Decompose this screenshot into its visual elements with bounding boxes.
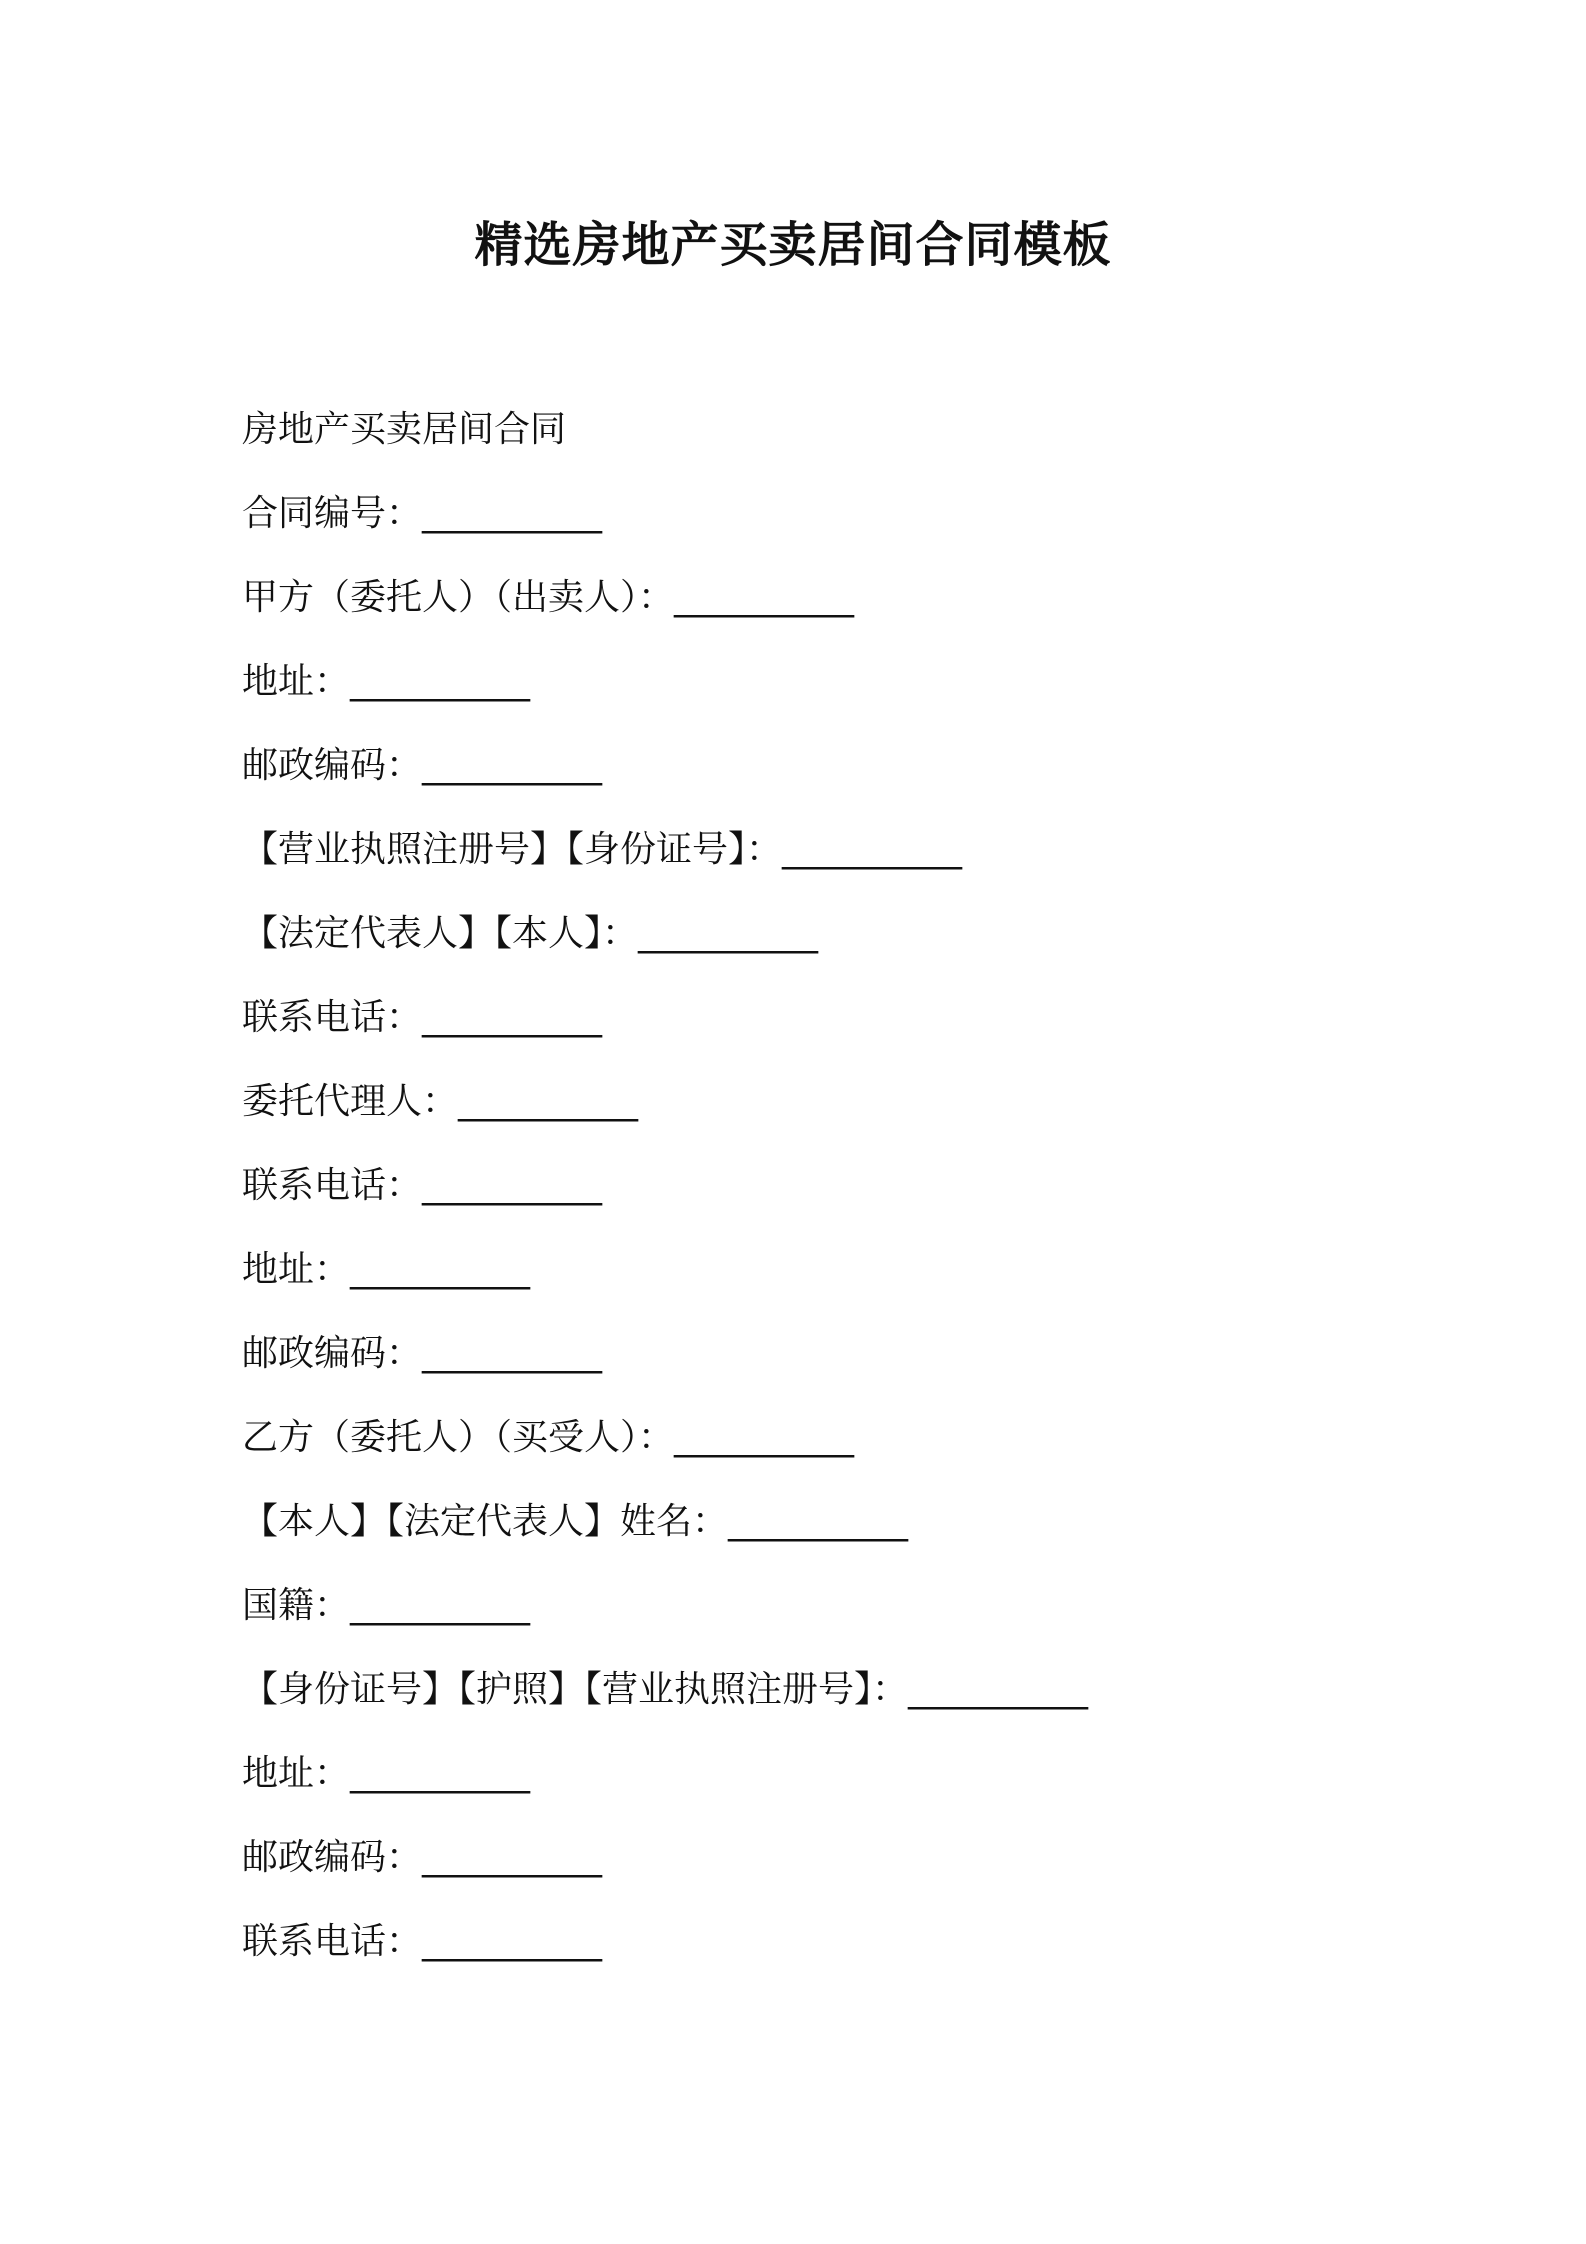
field-party-a-phone (242, 993, 1442, 1077)
line-label: 地址： (242, 1753, 351, 1794)
line-label: 乙方（委托人）（买受人）： (242, 1417, 675, 1458)
field-agent-address (242, 1245, 1442, 1329)
fill-blank: __________ (350, 1753, 531, 1794)
fill-blank: __________ (674, 1417, 855, 1458)
field-party-b-id (242, 1665, 1442, 1749)
fill-blank: __________ (422, 1333, 603, 1374)
fill-blank: __________ (422, 493, 603, 534)
line-label: 国籍： (242, 1585, 351, 1626)
fill-blank: __________ (458, 1081, 639, 1122)
line-label: 房地产买卖居间合同 (242, 409, 567, 450)
field-contract-number (242, 489, 1442, 573)
field-party-b-name (242, 1497, 1442, 1581)
field-party-a-address (242, 657, 1442, 741)
fill-blank: __________ (728, 1501, 909, 1542)
field-agent-postcode (242, 1329, 1442, 1413)
field-agent (242, 1077, 1442, 1161)
field-party-b-nationality (242, 1581, 1442, 1665)
line-label: 邮政编码： (242, 745, 423, 786)
contract-heading (242, 405, 1442, 489)
line-label: 地址： (242, 661, 351, 702)
fill-blank: __________ (350, 1585, 531, 1626)
fill-blank: __________ (422, 1921, 603, 1962)
field-party-b-address (242, 1749, 1442, 1833)
fill-blank: __________ (638, 913, 819, 954)
line-label: 邮政编码： (242, 1333, 423, 1374)
fill-blank: __________ (422, 745, 603, 786)
line-label: 【营业执照注册号】【身份证号】： (242, 829, 783, 870)
line-label: 委托代理人： (242, 1081, 459, 1122)
field-party-b-phone (242, 1917, 1442, 2001)
document-body (242, 405, 1442, 2001)
document-title: 精选房地产买卖居间合同模板 (474, 217, 1112, 273)
field-agent-phone (242, 1161, 1442, 1245)
field-party-a-representative (242, 909, 1442, 993)
line-label: 【法定代表人】【本人】： (242, 913, 639, 954)
line-label: 【本人】【法定代表人】姓名： (242, 1501, 729, 1542)
fill-blank: __________ (422, 997, 603, 1038)
fill-blank: __________ (350, 1249, 531, 1290)
line-label: 合同编号： (242, 493, 423, 534)
fill-blank: __________ (422, 1165, 603, 1206)
field-party-a (242, 573, 1442, 657)
line-label: 甲方（委托人）（出卖人）： (242, 577, 675, 618)
fill-blank: __________ (908, 1669, 1089, 1710)
fill-blank: __________ (350, 661, 531, 702)
line-label: 联系电话： (242, 997, 423, 1038)
fill-blank: __________ (422, 1837, 603, 1878)
field-party-b-postcode (242, 1833, 1442, 1917)
line-label: 地址： (242, 1249, 351, 1290)
fill-blank: __________ (782, 829, 963, 870)
field-party-a-id (242, 825, 1442, 909)
field-party-b (242, 1413, 1442, 1497)
line-label: 【身份证号】【护照】【营业执照注册号】： (242, 1669, 909, 1710)
line-label: 联系电话： (242, 1921, 423, 1962)
line-label: 邮政编码： (242, 1837, 423, 1878)
field-party-a-postcode (242, 741, 1442, 825)
fill-blank: __________ (674, 577, 855, 618)
line-label: 联系电话： (242, 1165, 423, 1206)
